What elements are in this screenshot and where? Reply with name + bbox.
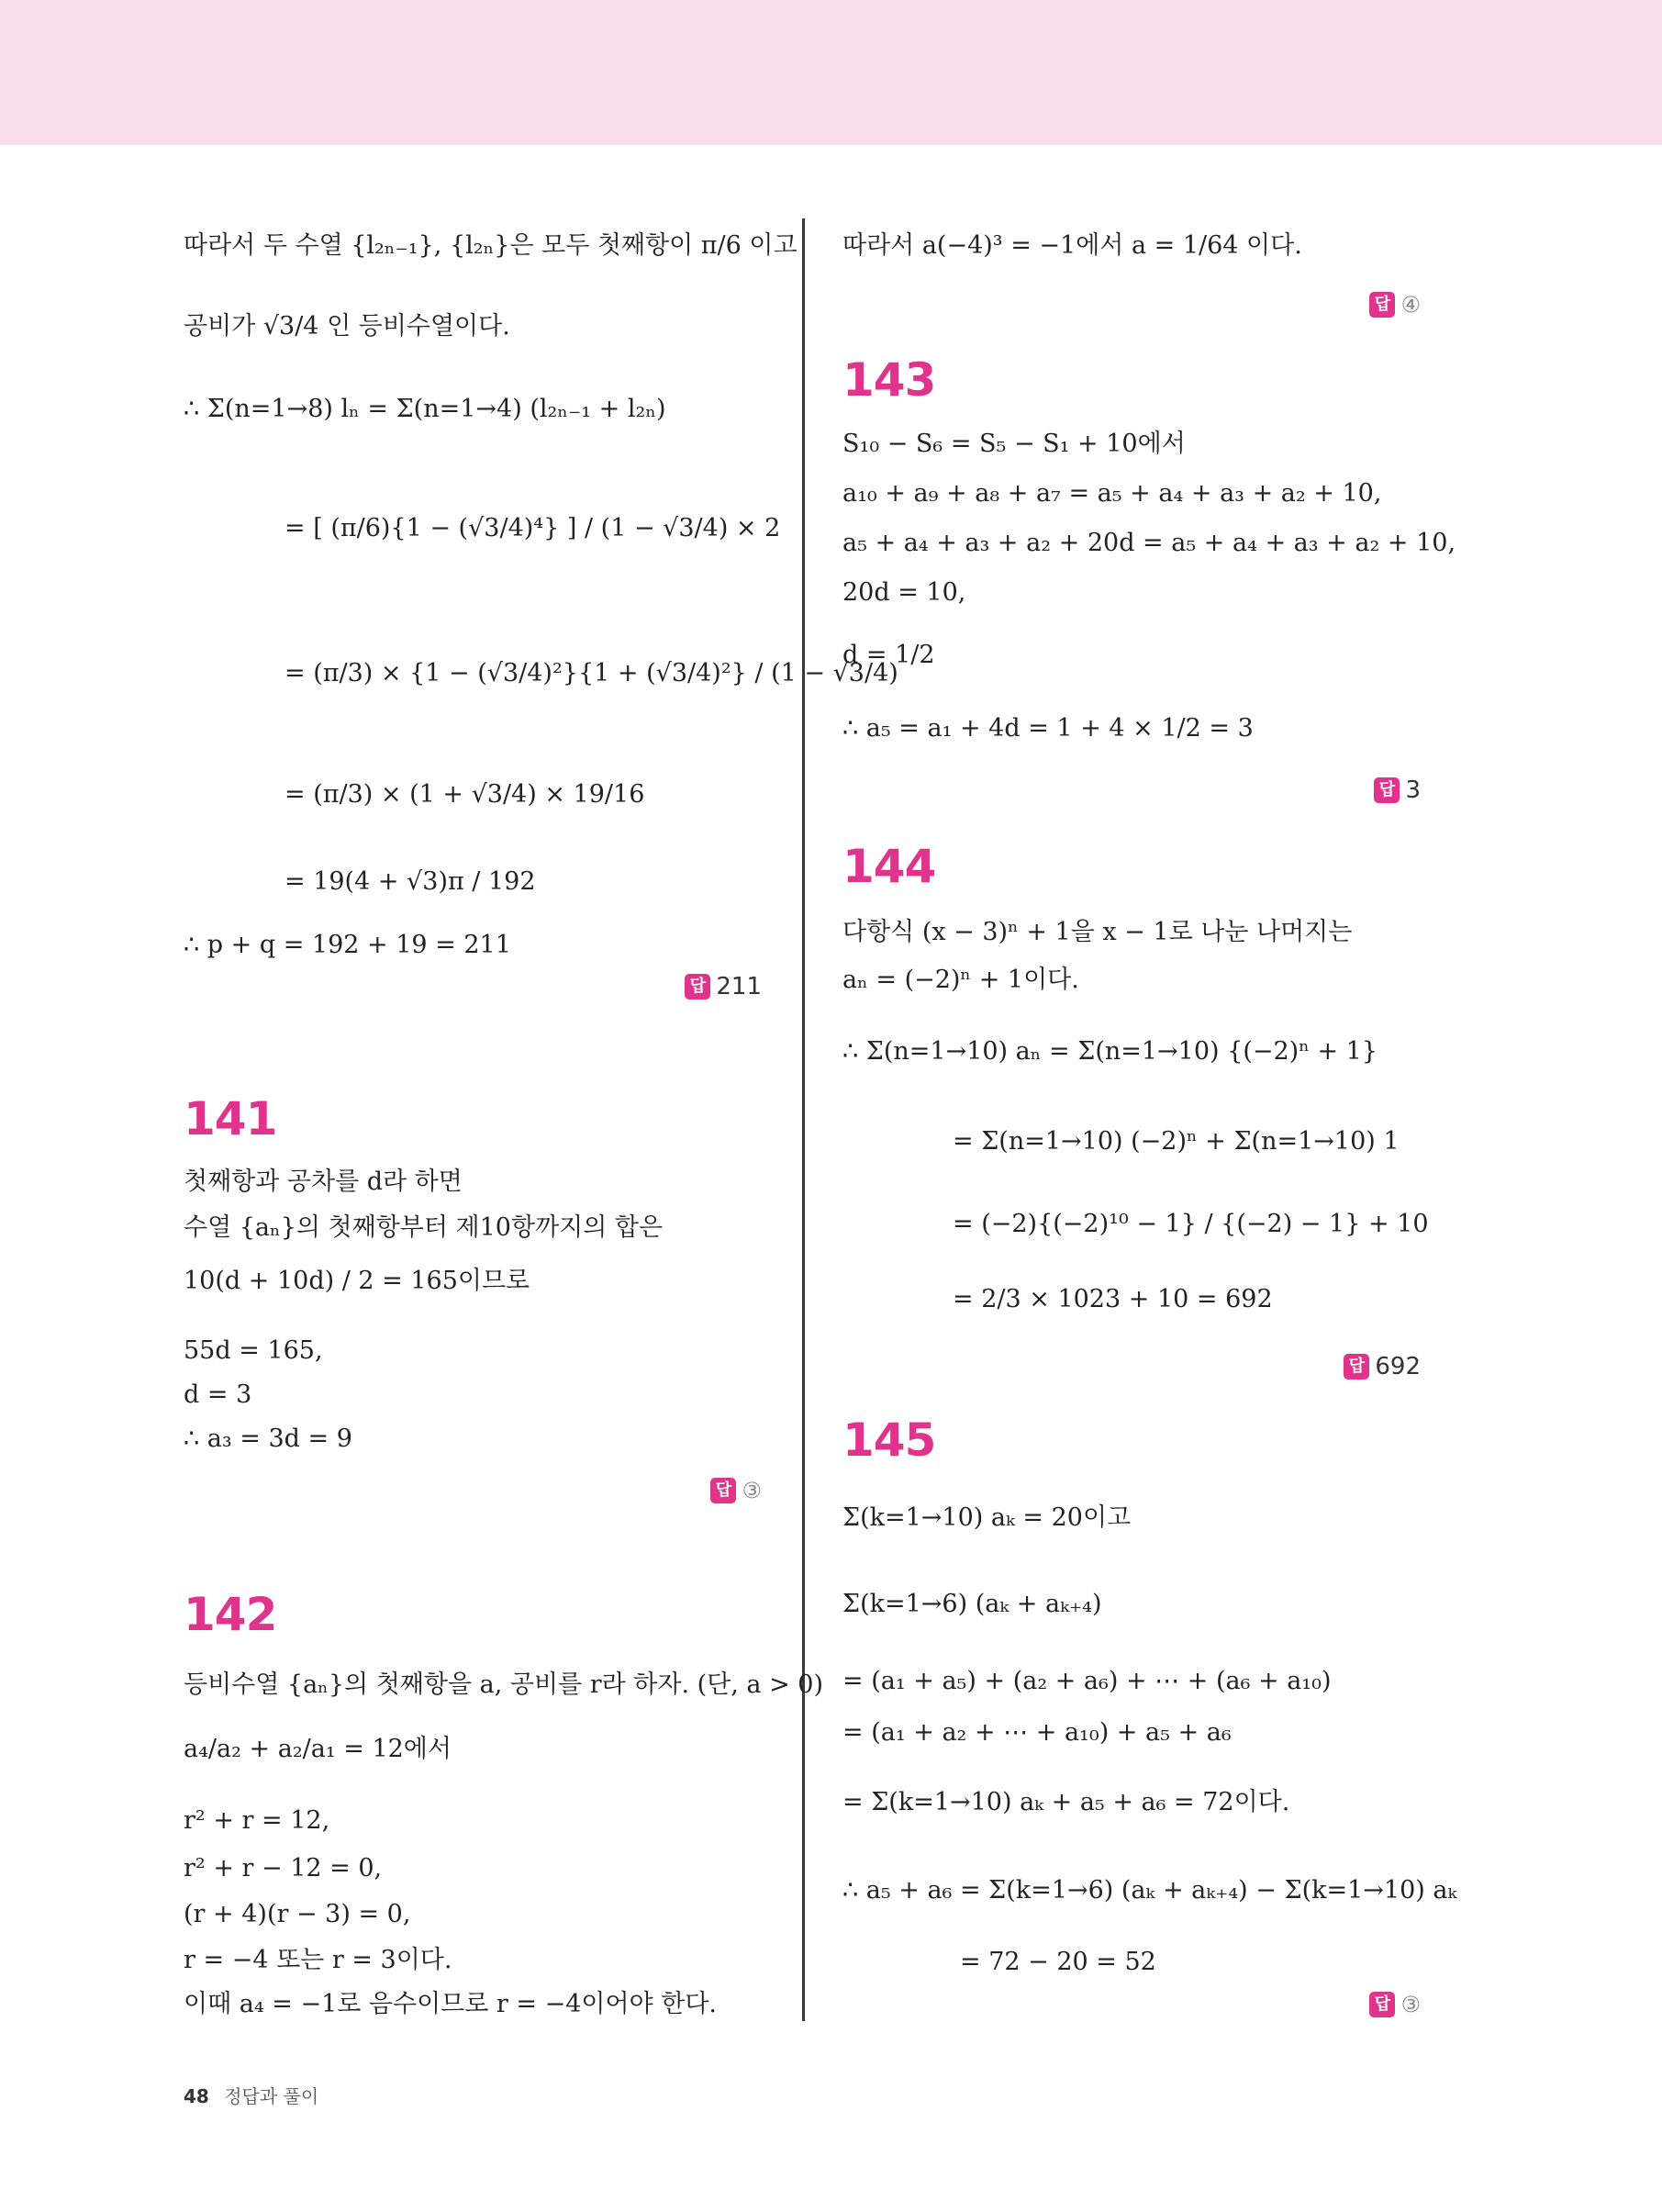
solution-line: = [ (π/6){1 − (√3/4)⁴} ] / (1 − √3/4) × 2 xyxy=(284,514,781,542)
solution-line: = Σ(k=1→10) aₖ + a₅ + a₆ = 72이다. xyxy=(842,1788,1290,1816)
solution-line: = (a₁ + a₂ + ⋯ + a₁₀) + a₅ + a₆ xyxy=(842,1718,1232,1747)
answer-143 xyxy=(1374,776,1421,804)
solution-line: aₙ = (−2)ⁿ + 1이다. xyxy=(842,966,1079,994)
solution-line: 10(d + 10d) / 2 = 165이므로 xyxy=(184,1267,530,1295)
answer-value: ③ xyxy=(1400,1992,1421,2017)
column-divider xyxy=(802,218,805,2021)
solution-line: r = −4 또는 r = 3이다. xyxy=(184,1946,452,1974)
solution-line: = (a₁ + a₅) + (a₂ + a₆) + ⋯ + (a₆ + a₁₀) xyxy=(842,1667,1332,1695)
solution-line: (r + 4)(r − 3) = 0, xyxy=(184,1900,411,1928)
solution-line: = (−2){(−2)¹⁰ − 1} / {(−2) − 1} + 10 xyxy=(953,1210,1429,1238)
problem-number-145: 145 xyxy=(842,1413,936,1467)
solution-line: d = 1/2 xyxy=(842,641,935,669)
problem-number-141: 141 xyxy=(184,1092,277,1145)
solution-line: r² + r = 12, xyxy=(184,1806,330,1835)
solution-line: = (π/3) × (1 + √3/4) × 19/16 xyxy=(284,780,645,809)
answer-145 xyxy=(1369,1992,1421,2017)
answer-value: 692 xyxy=(1375,1353,1421,1380)
answer-141 xyxy=(710,1478,762,1503)
answer-value: 3 xyxy=(1405,776,1421,804)
answer-badge: 답 xyxy=(1344,1354,1369,1380)
answer-140 xyxy=(685,973,762,1000)
solution-line: = 19(4 + √3)π / 192 xyxy=(284,867,536,896)
solution-line: = 72 − 20 = 52 xyxy=(960,1948,1156,1976)
answer-value: 211 xyxy=(716,973,762,1000)
answer-value: ③ xyxy=(742,1478,762,1503)
answer-value: ④ xyxy=(1400,292,1421,318)
solution-line: r² + r − 12 = 0, xyxy=(184,1854,383,1882)
solution-line: ∴ a₃ = 3d = 9 xyxy=(184,1424,352,1453)
answer-142 xyxy=(1369,292,1421,318)
solution-line: d = 3 xyxy=(184,1380,252,1409)
solution-line: ∴ a₅ + a₆ = Σ(k=1→6) (aₖ + aₖ₊₄) − Σ(k=1→10) aₖ xyxy=(842,1876,1457,1905)
problem-number-143: 143 xyxy=(842,353,936,407)
footer-title: 정답과 풀이 xyxy=(224,2085,319,2107)
solution-line: ∴ p + q = 192 + 19 = 211 xyxy=(184,931,511,959)
answer-badge: 답 xyxy=(685,974,710,1000)
solution-line: 55d = 165, xyxy=(184,1336,323,1365)
solution-line: 따라서 a(−4)³ = −1에서 a = 1/64 이다. xyxy=(842,231,1302,260)
page-number: 48 xyxy=(184,2085,209,2107)
page-footer xyxy=(184,2082,318,2108)
answer-badge: 답 xyxy=(1374,777,1400,803)
solution-line: ∴ a₅ = a₁ + 4d = 1 + 4 × 1/2 = 3 xyxy=(842,714,1254,743)
answer-badge: 답 xyxy=(710,1478,736,1503)
solution-line: 수열 {aₙ}의 첫째항부터 제10항까지의 합은 xyxy=(184,1213,664,1242)
solution-line: S₁₀ − S₆ = S₅ − S₁ + 10에서 xyxy=(842,430,1186,458)
solution-line: a₁₀ + a₉ + a₈ + a₇ = a₅ + a₄ + a₃ + a₂ + 10, xyxy=(842,479,1382,508)
answer-badge: 답 xyxy=(1369,292,1395,318)
answer-144 xyxy=(1344,1353,1421,1380)
solution-line: 다항식 (x − 3)ⁿ + 1을 x − 1로 나눈 나머지는 xyxy=(842,918,1353,946)
solution-line: a₄/a₂ + a₂/a₁ = 12에서 xyxy=(184,1735,452,1763)
solution-line: 공비가 √3/4 인 등비수열이다. xyxy=(184,312,510,341)
solution-line: Σ(k=1→6) (aₖ + aₖ₊₄) xyxy=(842,1590,1102,1618)
solution-line: ∴ Σ(n=1→8) lₙ = Σ(n=1→4) (l₂ₙ₋₁ + l₂ₙ) xyxy=(184,395,666,423)
solution-line: ∴ Σ(n=1→10) aₙ = Σ(n=1→10) {(−2)ⁿ + 1} xyxy=(842,1037,1378,1066)
solution-line: 따라서 두 수열 {l₂ₙ₋₁}, {l₂ₙ}은 모두 첫째항이 π/6 이고 xyxy=(184,231,798,260)
solution-line: 이때 a₄ = −1로 음수이므로 r = −4이어야 한다. xyxy=(184,1990,717,2018)
solution-line: = (π/3) × {1 − (√3/4)²}{1 + (√3/4)²} / (1 − √3/4) xyxy=(284,659,898,687)
solution-line: Σ(k=1→10) aₖ = 20이고 xyxy=(842,1503,1132,1532)
answer-badge: 답 xyxy=(1369,1992,1395,2017)
solution-line: a₅ + a₄ + a₃ + a₂ + 20d = a₅ + a₄ + a₃ + a₂ + 10, xyxy=(842,529,1456,557)
header-band xyxy=(0,0,1662,145)
problem-number-142: 142 xyxy=(184,1588,277,1641)
problem-number-144: 144 xyxy=(842,840,936,893)
solution-line: = Σ(n=1→10) (−2)ⁿ + Σ(n=1→10) 1 xyxy=(953,1127,1400,1156)
solution-line: 20d = 10, xyxy=(842,578,966,607)
solution-line: 첫째항과 공차를 d라 하면 xyxy=(184,1167,463,1196)
solution-line: 등비수열 {aₙ}의 첫째항을 a, 공비를 r라 하자. (단, a > 0) xyxy=(184,1670,823,1699)
solution-line: = 2/3 × 1023 + 10 = 692 xyxy=(953,1285,1273,1313)
